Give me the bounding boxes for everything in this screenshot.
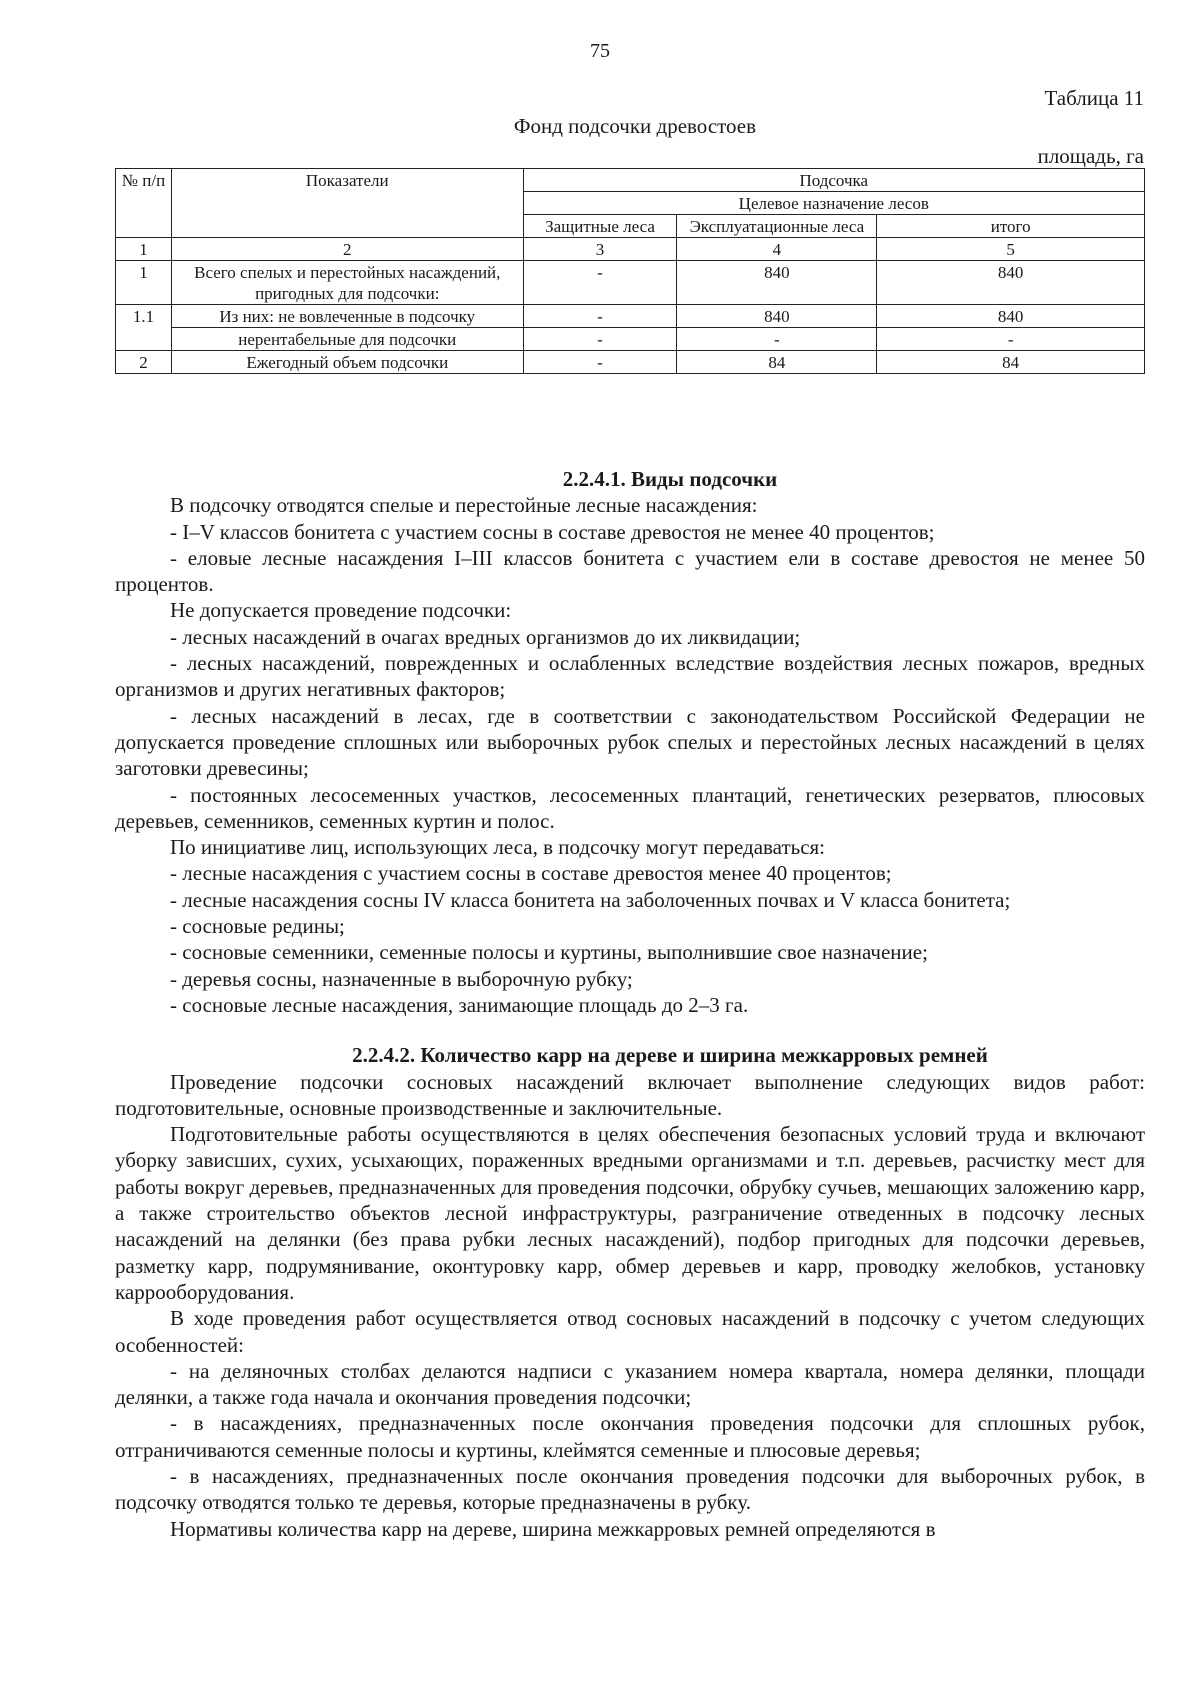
col-number: 3 <box>523 238 677 261</box>
row-total: 84 <box>877 351 1145 374</box>
list-item: - лесных насаждений, поврежденных и ослабленных вследствие воздействия лесных пожаров, вредных организмов и других негативных факторов; <box>115 651 1145 702</box>
header-exploitation: Эксплуатационные леса <box>677 215 877 238</box>
document-body <box>115 466 1145 1542</box>
header-purpose: Целевое назначение лесов <box>523 192 1144 215</box>
list-item: - лесных насаждений в лесах, где в соответствии с законодательством Российской Федерации не допускается проведение сплошных или выборочных рубок спелых и перестойных лесных насаждений в целях заготовки древесины; <box>115 703 1145 781</box>
row-total: 840 <box>877 261 1145 305</box>
row-indicator: Ежегодный объем подсочки <box>171 351 523 374</box>
list-item: - сосновые семенники, семенные полосы и куртины, выполнившие свое назначение; <box>170 940 928 965</box>
table-title: Фонд подсочки древостоев <box>513 114 757 138</box>
table-row <box>116 328 1145 351</box>
list-item: - деревья сосны, назначенные в выборочную рубку; <box>170 966 633 991</box>
row-total: - <box>877 328 1145 351</box>
section-heading: 2.2.4.1. Виды подсочки <box>562 467 778 491</box>
paragraph: В подсочку отводятся спелые и перестойные лесные насаждения: <box>170 493 758 518</box>
list-item: - сосновые редины; <box>170 914 345 939</box>
row-num: 1 <box>116 261 172 305</box>
table-label: Таблица 11 <box>1044 86 1144 110</box>
row-total: 840 <box>877 305 1145 328</box>
list-item: - в насаждениях, предназначенных после окончания проведения подсочки для сплошных рубок, отграничиваются семенные полосы и куртины, клеймятся семенные и плюсовые деревья; <box>115 1411 1145 1462</box>
list-item: - в насаждениях, предназначенных после окончания проведения подсочки для выборочных рубок, в подсочку отводятся только те деревья, которые предназначены в рубку. <box>115 1463 1145 1515</box>
col-number: 4 <box>677 238 877 261</box>
paragraph: По инициативе лиц, использующих леса, в подсочку могут передаваться: <box>170 835 826 860</box>
row-exploitation: 840 <box>677 305 877 328</box>
col-number: 2 <box>171 238 523 261</box>
col-number: 1 <box>116 238 172 261</box>
col-number: 5 <box>877 238 1145 261</box>
section-heading: 2.2.4.2. Количество карр на дереве и ширина межкарровых ремней <box>352 1043 988 1068</box>
paragraph: Подготовительные работы осуществляются в целях обеспечения безопасных условий труда и включают уборку зависших, сухих, усыхающих, пораженных вредными организмами и т.п. деревьев, расчистку мест для работы вокруг деревьев, предназначенных для проведения подсочки, обрубку сучьев, мешающих заложению карр, а также строительство объектов лесной инфраструктуры, разграничение отведенных в подсочку лесных насаждений на делянки (без права рубки лесных насаждений), подбор пригодных для подсочки деревьев, разметку карр, подрумянивание, оконтуровку карр, обмер деревьев и карр, проводку желобков, установку каррооборудования. <box>115 1122 1145 1304</box>
row-protective: - <box>523 328 677 351</box>
paragraph: В ходе проведения работ осуществляется отвод сосновых насаждений в подсочку с учетом следующих особенностей: <box>115 1306 1145 1357</box>
row-num: 1.1 <box>116 305 172 351</box>
list-item: - на деляночных столбах делаются надписи с указанием номера квартала, номера делянки, площади делянки, а также года начала и окончания проведения подсочки; <box>115 1358 1145 1410</box>
list-item: - I–V классов бонитета с участием сосны в составе древостоя не менее 40 процентов; <box>170 519 935 544</box>
row-indicator: Из них: не вовлеченные в подсочку <box>171 305 523 328</box>
row-indicator: нерентабельные для подсочки <box>171 328 523 351</box>
column-number-row <box>116 238 1145 261</box>
list-item: - сосновые лесные насаждения, занимающие площадь до 2–3 га. <box>170 992 749 1017</box>
row-exploitation: 840 <box>677 261 877 305</box>
list-item: - лесные насаждения сосны IV класса бонитета на заболоченных почвах и V класса бонитета; <box>170 887 1011 912</box>
header-indicator: Показатели <box>171 169 523 238</box>
table-row <box>116 261 1145 305</box>
row-protective: - <box>523 351 677 374</box>
paragraph: Проведение подсочки сосновых насаждений включает выполнение следующих видов работ: подготовительные, основные производственные и заключительные. <box>115 1069 1145 1120</box>
header-num: № п/п <box>116 169 172 238</box>
tapping-fund-table <box>115 168 1145 374</box>
list-item: - лесные насаждения с участием сосны в составе древостоя менее 40 процентов; <box>170 861 892 886</box>
list-item: - еловые лесные насаждения I–III классов бонитета с участием ели в составе древостоя не менее 50 процентов. <box>115 545 1145 597</box>
section-spacer <box>115 1018 1145 1042</box>
header-total: итого <box>877 215 1145 238</box>
row-exploitation: 84 <box>677 351 877 374</box>
table-unit: площадь, га <box>1037 144 1144 168</box>
row-indicator: Всего спелых и перестойных насаждений, пригодных для подсочки: <box>171 261 523 305</box>
paragraph: Нормативы количества карр на дереве, ширина межкарровых ремней определяются в <box>170 1516 936 1541</box>
row-num: 2 <box>116 351 172 374</box>
page-number: 75 <box>590 40 610 62</box>
table-header-row <box>116 169 1145 192</box>
row-protective: - <box>523 305 677 328</box>
table-row <box>116 305 1145 328</box>
header-protective: Защитные леса <box>523 215 677 238</box>
list-item: - лесных насаждений в очагах вредных организмов до их ликвидации; <box>170 624 801 649</box>
row-protective: - <box>523 261 677 305</box>
row-exploitation: - <box>677 328 877 351</box>
list-item: - постоянных лесосеменных участков, лесосеменных плантаций, генетических резерватов, плюсовых деревьев, семенников, семенных куртин и полос. <box>115 782 1145 833</box>
paragraph: Не допускается проведение подсочки: <box>170 598 512 623</box>
header-tapping: Подсочка <box>523 169 1144 192</box>
table-row <box>116 351 1145 374</box>
